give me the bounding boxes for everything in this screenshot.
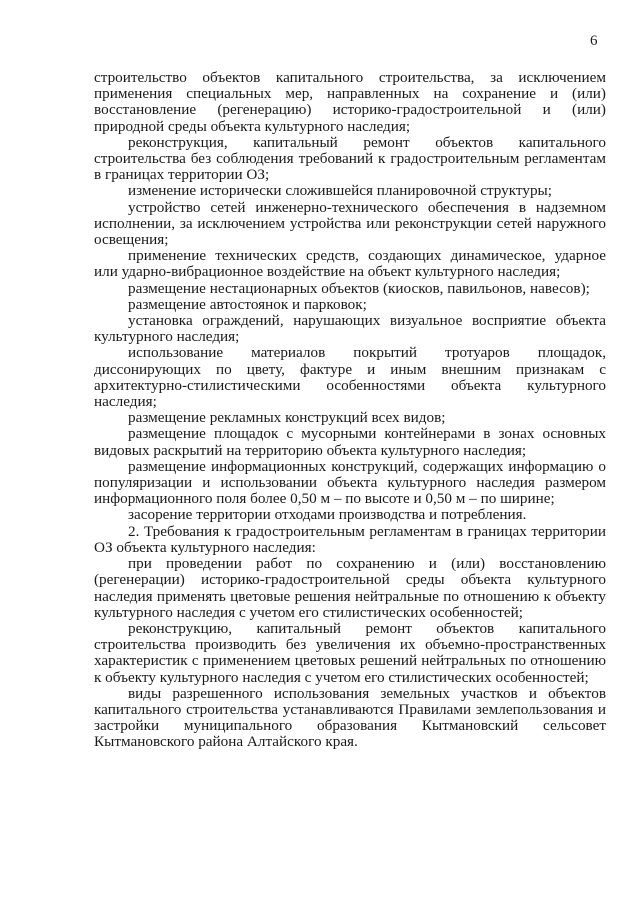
- paragraph: размещение площадок с мусорными контейнерами в зонах основных видовых раскрытий на территорию объекта культурного наследия;: [94, 425, 606, 459]
- paragraph: размещение автостоянок и парковок;: [128, 295, 367, 313]
- paragraph: реконструкцию, капитальный ремонт объектов капитального строительства производить без увеличения их объемно-пространственных характеристик с применением цветовых решений нейтральных по отношению к объекту культурного наследия с учетом его стилистических особенностей;: [94, 619, 606, 686]
- paragraph: изменение исторически сложившейся планировочной структуры;: [128, 182, 552, 200]
- paragraph: виды разрешенного использования земельных участков и объектов капитального строительства устанавливаются Правилами землепользования и застройки муниципального образования Кытмановский сельсовет Кытмановского района Алтайского края.: [94, 684, 606, 751]
- paragraph: применение технических средств, создающих динамическое, ударное или ударно-вибрационное воздействие на объект культурного наследия;: [94, 247, 606, 281]
- section-heading: 2. Требования к градостроительным регламентам в границах территории ОЗ объекта культурного наследия:: [94, 522, 606, 556]
- paragraph: размещение информационных конструкций, содержащих информацию о популяризации и использовании объекта культурного наследия размером информационного поля более 0,50 м – по высоте и 0,50 м – по ширине;: [94, 457, 606, 508]
- paragraph: засорение территории отходами производства и потребления.: [128, 506, 527, 524]
- page-number: 6: [590, 33, 598, 49]
- paragraph: при проведении работ по сохранению и (или) восстановлению (регенерации) историко-градостроительной среды объекта культурного наследия применять цветовые решения нейтральные по отношению к объекту культурного наследия с учетом его стилистических особенностей;: [94, 555, 606, 621]
- document-body: [94, 70, 606, 751]
- paragraph: установка ограждений, нарушающих визуальное восприятие объекта культурного наследия;: [94, 312, 606, 346]
- paragraph: устройство сетей инженерно-технического обеспечения в надземном исполнении, за исключением устройства или реконструкции сетей наружного освещения;: [94, 198, 606, 249]
- paragraph: размещение рекламных конструкций всех видов;: [128, 409, 446, 427]
- paragraph: реконструкция, капитальный ремонт объектов капитального строительства без соблюдения требований к градостроительным регламентам в границах территории ОЗ;: [94, 133, 606, 184]
- paragraph: строительство объектов капитального строительства, за исключением применения специальных мер, направленных на сохранение и (или) восстановление (регенерацию) историко-градостроительной и (или) природной среды объекта культурного наследия;: [94, 69, 606, 135]
- paragraph: использование материалов покрытий тротуаров площадок, диссонирующих по цвету, фактуре и иным внешним признакам с архитектурно-стилистическими особенностями объекта культурного наследия;: [94, 344, 606, 411]
- paragraph: размещение нестационарных объектов (киосков, павильонов, навесов);: [128, 279, 590, 297]
